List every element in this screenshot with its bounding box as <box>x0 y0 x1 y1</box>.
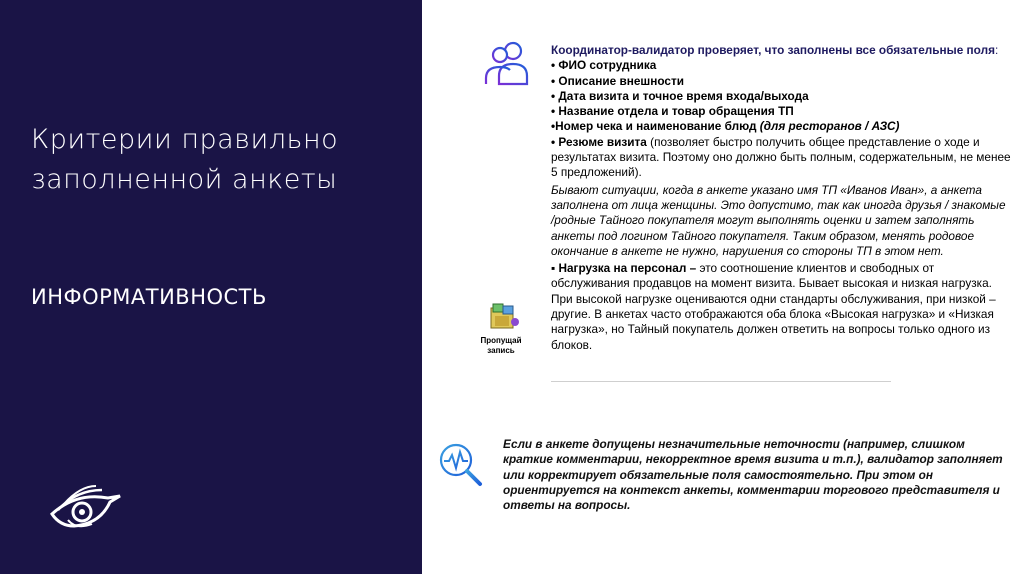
missed-entry-label: Пропущай запись <box>480 336 522 355</box>
slide-subtitle: ИНФОРМАТИВНОСТЬ <box>31 285 267 309</box>
validator-note: Если в анкете допущены незначительные неточности (например, слишком краткие комментарии, некорректное время визита и т.п.), валидатор заполняет или корректирует обязательные поля самостоятельно. При этом он ориентируется на контекст анкеты, комментарии торгового представителя и ответы на вопросы. <box>503 437 1003 513</box>
criteria-item: • Название отдела и товар обращения ТП <box>551 104 794 119</box>
criteria-item-receipt: •Номер чека и наименование блюд (для ресторанов / АЗС) <box>551 119 900 134</box>
criteria-item: • Описание внешности <box>551 73 684 88</box>
criteria-item: • ФИО сотрудника <box>551 58 657 73</box>
criteria-load: ▪ Нагрузка на персонал – это соотношение клиентов и свободных от обслуживания продавцов на момент визита. Бывает высокая и низкая нагрузка. При высокой нагрузке оцениваются одни стандарты обслуживания, при низкой – другие. В анкетах часто отображаются оба блока «Высокая нагрузка» и «Низкая нагрузка», но Тайный покупатель должен ответить на вопросы только одного из блоков. <box>551 261 996 352</box>
pulse-search-icon <box>436 440 486 490</box>
divider <box>551 381 891 382</box>
missed-entry-icon <box>483 302 523 332</box>
slide-title: Критерии правильно заполненной анкеты <box>31 124 339 195</box>
criteria-item-summary: • Резюме визита (позволяет быстро получить общее представление о ходе и результатах визита. Поэтому оно должно быть полным, содержательным, не менее 5 предложений). <box>551 134 1011 180</box>
criteria-note: Бывают ситуации, когда в анкете указано имя ТП «Иванов Иван», а анкета заполнена от лица женщины. Это допустимо, так как иногда друзья / знакомые /родные Тайного покупателя могут выполнять оценки и затем заполнять анкеты под логином Тайного покупателя. Таким образом, менять родовое окончание в анкете не нужно, нарушения со стороны ТП в этом нет. <box>551 182 1006 258</box>
criteria-intro: Координатор-валидатор проверяет, что заполнены все обязательные поля: <box>551 43 999 57</box>
criteria-text <box>551 43 1011 353</box>
criteria-item: • Дата визита и точное время входа/выхода <box>551 88 809 103</box>
users-icon <box>483 38 531 86</box>
eye-logo-icon <box>46 484 124 534</box>
left-panel <box>0 0 422 574</box>
